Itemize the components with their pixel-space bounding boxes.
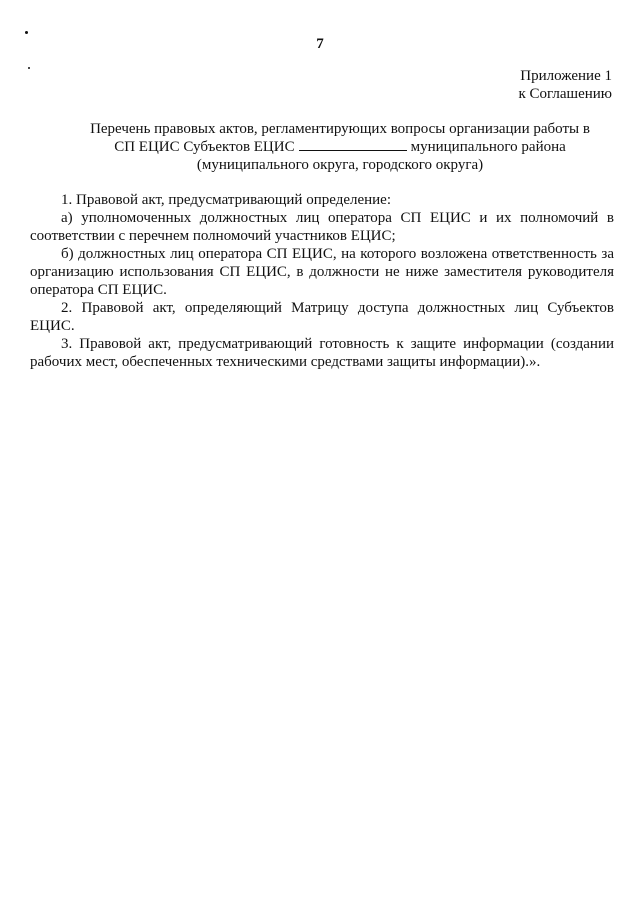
document-heading <box>60 120 620 174</box>
heading-line-2 <box>60 138 620 156</box>
fill-in-blank <box>299 138 407 151</box>
heading-line-2-start: СП ЕЦИС Субъектов ЕЦИС <box>114 139 295 155</box>
annex-title: Приложение 1 <box>520 68 612 84</box>
scan-speck <box>25 31 28 34</box>
paragraph-item-1: 1. Правовой акт, предусматривающий определение: <box>61 192 392 208</box>
paragraph-item-1a: а) уполномоченных должностных лиц оператора СП ЕЦИС и их полномочий в соответствии с перечнем полномочий участников ЕЦИС; <box>30 210 614 244</box>
scan-speck <box>28 67 30 69</box>
heading-line-3: (муниципального округа, городского округа) <box>196 157 484 173</box>
paragraph-item-3: 3. Правовой акт, предусматривающий готовность к защите информации (создании рабочих мест, обеспеченных техническими средствами защиты информации).». <box>30 336 614 370</box>
heading-line-1: Перечень правовых актов, регламентирующих вопросы организации работы в <box>90 121 590 137</box>
paragraph-item-2: 2. Правовой акт, определяющий Матрицу доступа должностных лиц Субъектов ЕЦИС. <box>30 300 614 334</box>
page-number: 7 <box>316 36 324 52</box>
heading-line-2-end: муниципального района <box>410 139 566 155</box>
document-body <box>30 191 614 371</box>
annex-subtitle: к Соглашению <box>518 86 612 102</box>
annex-reference <box>518 67 612 103</box>
paragraph-item-1b: б) должностных лиц оператора СП ЕЦИС, на которого возложена ответственность за организацию использования СП ЕЦИС, в должности не ниже заместителя руководителя оператора СП ЕЦИС. <box>30 246 614 298</box>
